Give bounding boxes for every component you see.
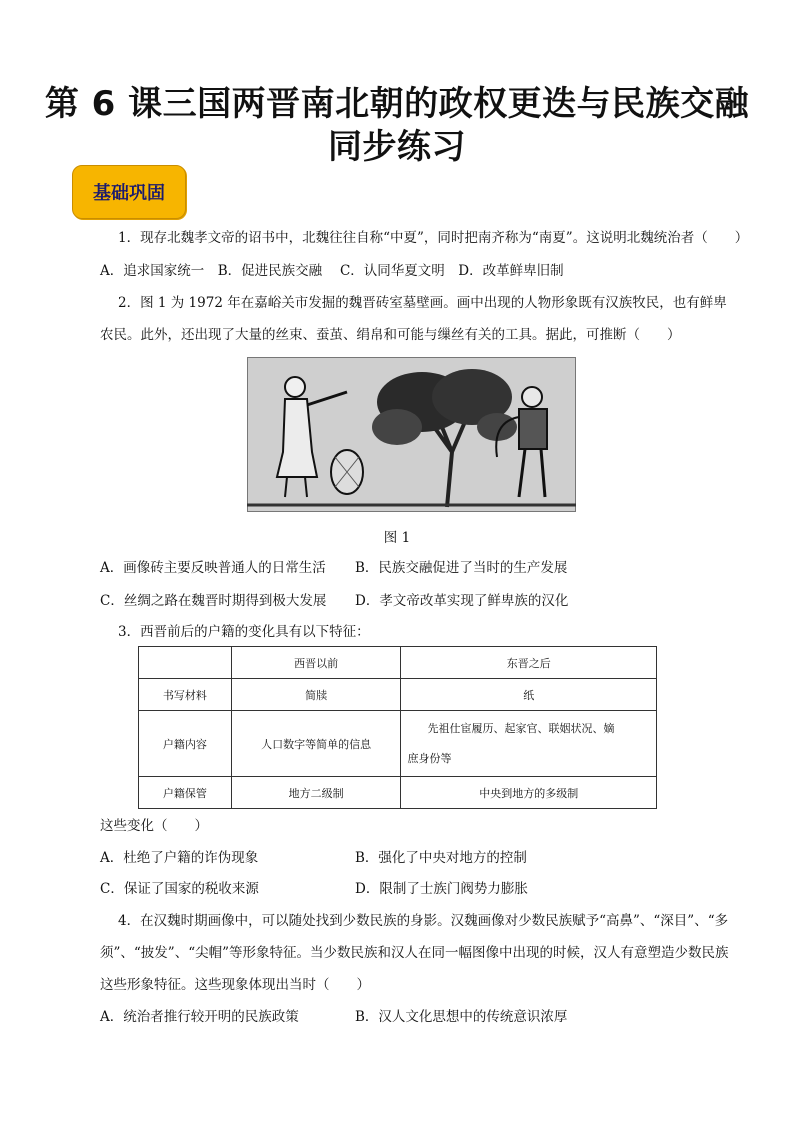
table-cell: 地方二级制 [231, 777, 401, 809]
question-1-options: A．追求国家统一 B．促进民族交融 C．认同华夏文明 D．改革鲜卑旧制 [100, 263, 564, 279]
table-cell-line: 先祖仕宦履历、起家官、联姻状况、嫡 [427, 721, 615, 735]
question-4-stem-line1: 4．在汉魏时期画像中，可以随处找到少数民族的身影。汉魏画像对少数民族赋予“高鼻”、“深目”、“多 [118, 913, 729, 929]
table-row [139, 679, 657, 711]
table-cell: 户籍保管 [139, 777, 232, 809]
page-title: 第 6 课三国两晋南北朝的政权更迭与民族交融 [44, 84, 750, 124]
mural-figure [247, 357, 576, 512]
table-cell: 中央到地方的多级制 [401, 777, 657, 809]
question-2-stem-line1: 2．图 1 为 1972 年在嘉峪关市发掘的魏晋砖室墓壁画。画中出现的人物形象既有汉族牧民，也有鲜卑 [118, 295, 727, 311]
household-register-table [138, 646, 657, 809]
table-cell: 纸 [401, 679, 657, 711]
table-header-cell: 西晋以前 [231, 647, 401, 679]
question-3-tail: 这些变化（ ） [100, 818, 208, 834]
question-3-option-c: C．保证了国家的税收来源 [100, 881, 259, 897]
page-subtitle: 同步练习 [328, 127, 466, 167]
question-2-stem-line2: 农民。此外，还出现了大量的丝束、蚕茧、绢帛和可能与缫丝有关的工具。据此，可推断（ ） [100, 327, 681, 343]
section-badge [72, 165, 186, 219]
table-header-row [139, 647, 657, 679]
question-2-option-d: D．孝文帝改革实现了鲜卑族的汉化 [355, 593, 569, 609]
question-4-stem-line2: 须”、“披发”、“尖帽”等形象特征。当少数民族和汉人在同一幅图像中出现的时候，汉人有意塑造少数民族 [100, 945, 729, 961]
table-cell: 书写材料 [139, 679, 232, 711]
question-4-option-b: B．汉人文化思想中的传统意识浓厚 [355, 1009, 568, 1025]
table-cell-line: 庶身份等 [407, 751, 452, 765]
question-2-option-a: A．画像砖主要反映普通人的日常生活 [100, 560, 326, 576]
question-3-option-a: A．杜绝了户籍的诈伪现象 [100, 850, 259, 866]
question-1-stem: 1．现存北魏孝文帝的诏书中，北魏往往自称“中夏”，同时把南齐称为“南夏”。这说明北魏统治者（ ） [118, 230, 749, 246]
question-3-stem: 3．西晋前后的户籍的变化具有以下特征： [118, 624, 370, 640]
question-4-stem-line3: 这些形象特征。这些现象体现出当时（ ） [100, 977, 370, 993]
figure-caption: 图 1 [383, 530, 411, 546]
question-2-option-c: C．丝绸之路在魏晋时期得到极大发展 [100, 593, 327, 609]
question-4-option-a: A．统治者推行较开明的民族政策 [100, 1009, 299, 1025]
table-row [139, 777, 657, 809]
question-3-option-b: B．强化了中央对地方的控制 [355, 850, 527, 866]
section-label: 基础巩固 [93, 183, 165, 204]
question-2-option-b: B．民族交融促进了当时的生产发展 [355, 560, 568, 576]
table-cell: 户籍内容 [139, 711, 232, 777]
table-cell: 人口数字等简单的信息 [231, 711, 401, 777]
table-cell [401, 711, 657, 777]
table-cell: 简牍 [231, 679, 401, 711]
question-3-option-d: D．限制了士族门阀势力膨胀 [355, 881, 528, 897]
mural-image [247, 357, 576, 512]
table-cell [139, 647, 232, 679]
table-header-cell: 东晋之后 [401, 647, 657, 679]
table-row [139, 711, 657, 777]
